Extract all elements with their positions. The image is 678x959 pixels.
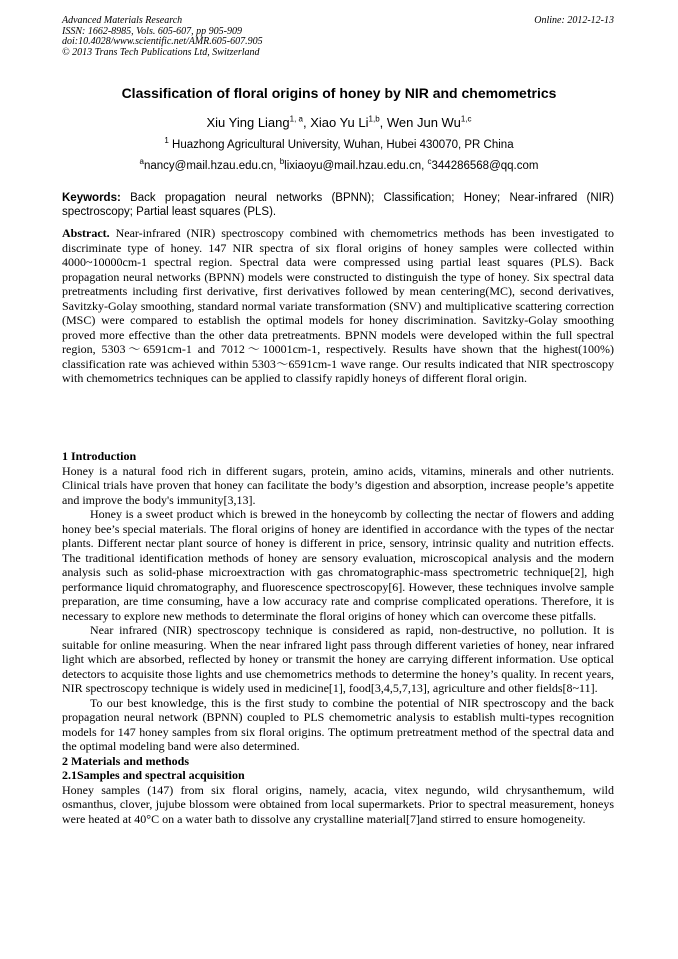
email-sup: c (427, 157, 432, 167)
author-sup: 1,b (368, 114, 380, 124)
paragraph: Honey samples (147) from six floral origins, namely, acacia, vitex negundo, wild chrysanthemum, wild osmanthus, clover, jujube blossom were obtained from local supermarkets. Prior to spectral measurement, honeys were heated at 40°C on a water bath to dissolve any crystalline material[7]and stirred to ensure homogeneity. (62, 782, 614, 826)
affiliation-sup: 1 (164, 136, 169, 146)
email-link[interactable]: lixiaoyu@mail.hzau.edu.cn, (284, 160, 425, 172)
paragraph: Honey is a sweet product which is brewed in the honeycomb by collecting the nectar of flowers and adding honey bee’s special materials. The floral origins of honey are identified in accordance with the types of the nectar plants. Different nectar plant source of honey is different in price, sensory, intrinsic quality and nutrition effects. The traditional identification methods of honey are sensory evaluation, microscopical analysis and the modern analysis such as solid-phase microextraction with gas chromatographic-mass spectrometric technique[2], high performance liquid chromatography, and fluorescence spectroscopy[6]. However, these techniques involve sample preparation, are time consuming, have a low accuracy rate and comprise complicated operations. Therefore, it is necessary to explore new methods to determinate the floral origins of honey which can overcome these pitfalls. (62, 507, 614, 623)
abstract-label: Abstract. (62, 226, 110, 240)
author-name: Xiu Ying Liang (206, 115, 290, 130)
author-sup: 1,c (460, 114, 472, 124)
affiliation (0, 136, 678, 151)
author-sup: 1, a (289, 114, 303, 124)
keywords-block (62, 192, 614, 219)
author-separator: , (302, 115, 311, 130)
section-heading: 2 Materials and methods (62, 753, 189, 768)
email-link[interactable]: 344286568@qq.com (431, 160, 539, 172)
introduction-section (62, 449, 614, 826)
journal-name: Advanced Materials Research (62, 15, 183, 26)
paragraph: Near infrared (NIR) spectroscopy technique is considered as rapid, non-destructive, no pollution. It is suitable for online measuring. When the near infrared light pass through different varieties of honey, near infrared light which are absorbed, reflected by honey or transmit the honey are carrying different information. Use optical detectors to acquisite those lights and use chemometrics methods to determine the honey’s quality. In recent years, NIR spectroscopy technique is widely used in medicine[1], food[3,4,5,7,13], agriculture and other fields[8~11]. (62, 623, 614, 695)
section-heading: 1 Introduction (62, 449, 137, 463)
author-name: Xiao Yu Li (310, 115, 369, 130)
keywords-text: Back propagation neural networks (BPNN); Classification; Honey; Near-infrared (NIR) spectroscopy; Partial least squares (PLS). (62, 192, 614, 218)
online-date: Online: 2012-12-13 (534, 15, 614, 26)
author-list (0, 115, 678, 130)
abstract-text: Near-infrared (NIR) spectroscopy combined with chemometrics methods has been investigated to discriminate type of honey. 147 NIR spectra of six floral origins of honey samples were collected within 4000~10000cm-1 spectral region. Spectral data were compressed using partial least squares (PLS). Back propagation neural networks (BPNN) models were constructed to distinguish the type of honey. Six spectral data pretreatments including first derivative, first derivatives followed by mean centering(MC), second derivatives, Savitzky-Golay smoothing, standard normal variate transformation (SNV) and multiplicative scattering correction (MSC) were compared to establish the optimal models for honey discrimination. Savitzky-Golay smoothing proved more effective than the other data pretreatments. BPNN models were developed within the full spectral region, 5303～6591cm-1 and 7012～10001cm-1, respectively. Results have shown that the highest(100%) classification rate was achieved within 5303～6591cm-1 wave range. Our results indicated that NIR spectroscopy with chemometrics techniques can be applied to classify rapidly honeys of different floral origin. (62, 226, 614, 385)
author-name: Wen Jun Wu (386, 115, 461, 130)
email-sup: b (279, 157, 285, 167)
subsection-heading: 2.1Samples and spectral acquisition (62, 768, 245, 782)
email-link[interactable]: nancy@mail.hzau.edu.cn, (143, 160, 277, 172)
issn-line: ISSN: 1662-8985, Vols. 605-607, pp 905-909 (62, 25, 242, 37)
paragraph: Honey is a natural food rich in different sugars, protein, amino acids, vitamins, minerals and other nutrients. Clinical trials have proven that honey can facilitate the body’s digestion and absorption, increase people’s appetite and improve the body's immunity[3,13]. (62, 463, 614, 507)
copyright-line: © 2013 Trans Tech Publications Ltd, Switzerland (62, 46, 260, 58)
doi-line: doi:10.4028/www.scientific.net/AMR.605-607.905 (62, 36, 263, 47)
affiliation-text: Huazhong Agricultural University, Wuhan, Hubei 430070, PR China (172, 139, 514, 151)
paragraph: To our best knowledge, this is the first study to combine the potential of NIR spectroscopy and the back propagation neural network (BPNN) coupled to PLS chemometric analysis to establish multi-types recognition models for 147 honey samples from six floral origins. The optimum pretreatment method of the spectral data and the optimal modeling band were also determined. (62, 695, 614, 753)
author-separator: , (379, 115, 387, 130)
paper-title: Classification of floral origins of honey by NIR and chemometrics (121, 85, 557, 101)
keywords-label: Keywords: (62, 192, 121, 204)
journal-header (62, 16, 263, 58)
email-list (0, 157, 678, 172)
abstract-block (62, 226, 614, 386)
email-sup: a (139, 157, 144, 167)
